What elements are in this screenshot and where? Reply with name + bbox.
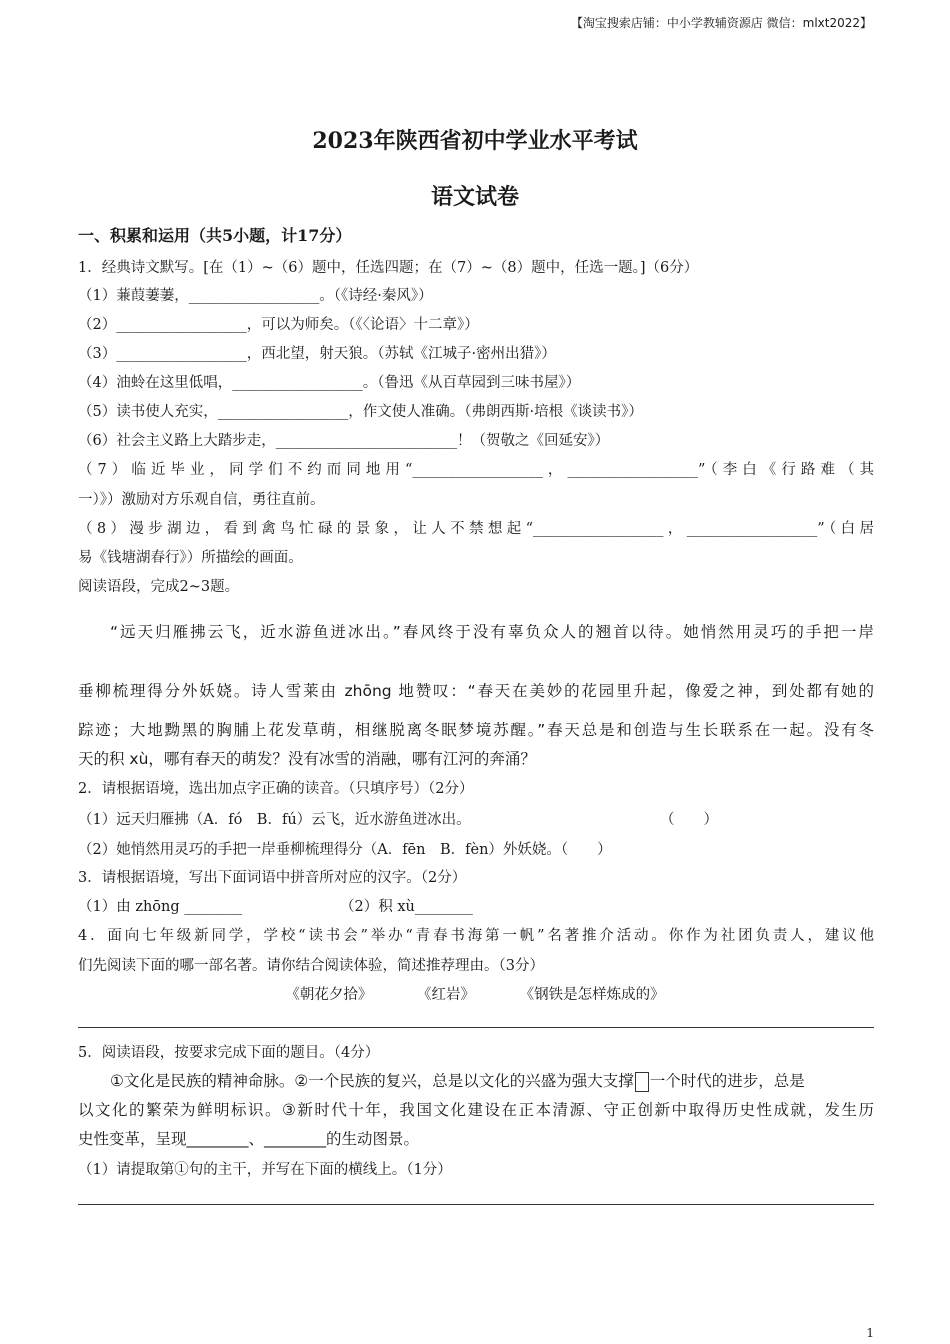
passage-line: 史性变革，呈现________、________的生动图景。 [78,1130,420,1148]
book-list [0,985,950,1005]
passage-line: 垂柳梳理得分外妖娆。诗人雪莱由 zhōng 地赞叹：“春天在美妙的花园里升起，像爱之神，到处都有她的 [78,682,874,700]
passage-line: 踪迹；大地黝黑的胸脯上花发草萌，相继脱离冬眠梦境苏醒。”春天总是和创造与生长联系在一起。没有冬 [78,721,874,739]
answer-blank[interactable]: （ ） [660,812,718,828]
book-title: 《钢铁是怎样炼成的》 [519,987,665,1003]
question-5-stem: 5．阅读语段，按要求完成下面的题目。（4分） [78,1045,380,1061]
question-1-item: （8）漫步湖边，看到禽鸟忙碌的景象，让人不禁想起“__________________，__________________”（白居 [78,521,874,537]
question-1-item: （5）读书使人充实，__________________，作文使人准确。（弗朗西斯·培根《谈读书》） [78,404,643,420]
question-1-item: （7）临近毕业，同学们不约而同地用“__________________，__________________”（李白《行路难（其 [78,462,874,478]
page-header: 【淘宝搜索店铺：中小学教辅资源店 微信：mlxt2022】 [570,16,872,30]
question-1-stem: 1．经典诗文默写。[在（1）~（6）题中，任选四题；在（7）~（8）题中，任选一题。]（6分） [78,260,699,276]
question-1-item: （4）油蛉在这里低唱，__________________。（鲁迅《从百草园到三味书屋》） [78,375,581,391]
question-1-item: 一）》）激励对方乐观自信，勇往直前。 [78,492,325,508]
answer-line[interactable] [78,1204,874,1205]
page-number: 1 [866,1326,874,1340]
passage-line: 以文化的繁荣为鲜明标识。③新时代十年，我国文化建设在正本清源、守正创新中取得历史性成就，发生历 [78,1101,874,1119]
book-title: 《红岩》 [417,987,475,1003]
exam-title: 2023年陕西省初中学业水平考试 [312,128,638,154]
question-1-item: （6）社会主义路上大踏步走，_________________________！（贺敬之《回延安》） [78,433,610,449]
reading-intro: 阅读语段，完成2~3题。 [78,579,240,595]
question-2-stem: 2．请根据语境，选出加点字正确的读音。（只填序号）（2分） [78,781,474,797]
question-2-item: （2）她悄然用灵巧的手把一岸垂柳梳理得分（A．fēn B．fèn）外妖娆。（ ） [78,842,612,858]
question-1-item: （1）蒹葭萋萋，__________________。（《诗经·秦风》） [78,288,433,304]
question-3-stem: 3．请根据语境，写出下面词语中拼音所对应的汉字。（2分） [78,870,467,886]
question-1-item: （3）__________________，西北望，射天狼。（苏轼《江城子·密州出猎》） [78,346,556,362]
question-1-item: （2）__________________，可以为师矣。（《〈论语〉十二章》） [78,317,479,333]
question-3-item: （1）由 zhōng ________ [78,899,243,915]
question-4-stem: 们先阅读下面的哪一部名著。请你结合阅读体验，简述推荐理由。（3分） [78,958,544,974]
punctuation-box[interactable] [635,1072,649,1092]
passage-line: “远天归雁拂云飞，近水游鱼迸冰出。”春风终于没有辜负众人的翘首以待。她悄然用灵巧的手把一岸 [110,623,874,641]
question-1-item: 易《钱塘湖春行》）所描绘的画面。 [78,550,303,566]
exam-subtitle: 语文试卷 [430,184,519,210]
passage-line: 天的积 xù，哪有春天的萌发？没有冰雪的消融，哪有江河的奔涌？ [78,750,536,768]
passage-line: ①文化是民族的精神命脉。②一个民族的复兴，总是以文化的兴盛为强大支撑 一个时代的进步，总是 [110,1072,805,1090]
question-2-item: （1）远天归雁拂（A．fó B．fú）云飞，近水游鱼迸冰出。 [78,812,471,828]
answer-line[interactable] [78,1027,874,1028]
question-3-item: （2）积 xù________ [340,899,473,915]
section-heading: 一、积累和运用（共5小题，计17分） [78,226,352,245]
question-5-sub: （1）请提取第①句的主干，并写在下面的横线上。（1分） [78,1162,452,1178]
question-4-stem: 4．面向七年级新同学，学校“读书会”举办“青春书海第一帆”名著推介活动。你作为社团负责人，建议他 [78,928,874,944]
book-title: 《朝花夕拾》 [285,987,373,1003]
